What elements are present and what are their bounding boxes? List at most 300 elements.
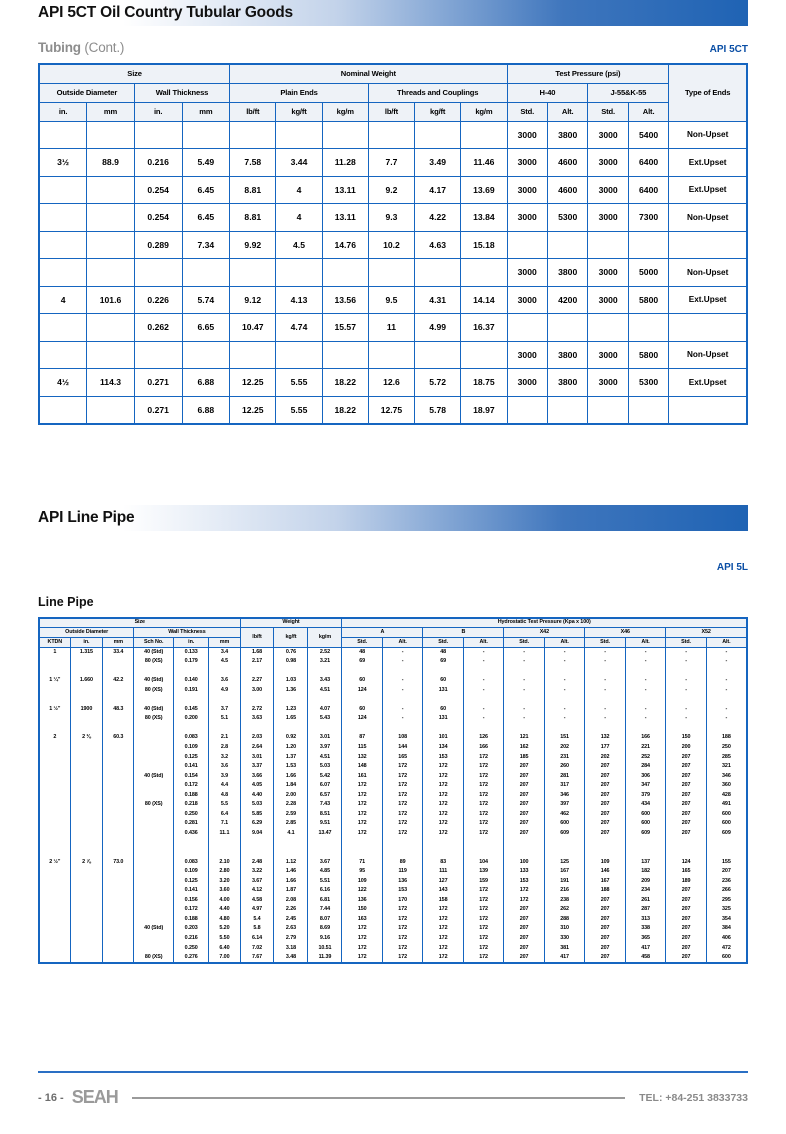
cell-b_alt: 172 <box>463 943 503 953</box>
cell-od_in <box>70 667 103 677</box>
cell-a_std: 150 <box>342 905 382 915</box>
cell-a_std <box>342 848 382 858</box>
footer-divider <box>38 1071 748 1073</box>
cell-x42_alt: 330 <box>544 934 584 944</box>
cell-sch: 40 (Std) <box>134 648 174 658</box>
cell-x46_alt: - <box>625 657 665 667</box>
table-row <box>39 714 747 724</box>
tubing-unit-10: Std. <box>507 102 547 121</box>
cell-wt_in: 0.083 <box>173 733 208 743</box>
cell-wt_in <box>134 121 182 149</box>
cell-a_alt <box>382 695 422 705</box>
cell-h40_alt: 3800 <box>547 259 587 287</box>
cell-x42_alt: 462 <box>544 810 584 820</box>
cell-x42_alt: 202 <box>544 743 584 753</box>
cell-x46_alt: 365 <box>625 934 665 944</box>
cell-x42_alt: 288 <box>544 915 584 925</box>
linepipe-th-weight: Weight <box>240 618 342 628</box>
cell-b_alt: 172 <box>463 896 503 906</box>
cell-x46_std: 207 <box>585 924 625 934</box>
cell-w_kgm: 5.03 <box>308 762 342 772</box>
cell-pe_kgm <box>322 259 368 287</box>
cell-wt_mm: 4.9 <box>209 686 240 696</box>
cell-wt_in: 0.141 <box>173 762 208 772</box>
cell-x52_alt: 360 <box>706 781 747 791</box>
cell-wt_in: 0.216 <box>173 934 208 944</box>
cell-x42_std: 172 <box>504 896 544 906</box>
cell-pe_kgft: 4.74 <box>276 314 322 342</box>
cell-b_alt: - <box>463 657 503 667</box>
cell-wt_in <box>134 341 182 369</box>
cell-od_in: 2 ⅜ <box>70 733 103 743</box>
cell-type <box>669 314 747 342</box>
cell-type: Non-Upset <box>669 259 747 287</box>
cell-j55_alt: 6400 <box>628 176 668 204</box>
cell-w_kgft: 0.76 <box>274 648 308 658</box>
cell-od_in <box>70 657 103 667</box>
cell-w_kgft: 1.23 <box>274 705 308 715</box>
cell-ktdn <box>39 943 70 953</box>
cell-a_std: 87 <box>342 733 382 743</box>
cell-x46_alt: 252 <box>625 753 665 763</box>
cell-h40_alt: 3800 <box>547 121 587 149</box>
cell-wt_in: 0.172 <box>173 905 208 915</box>
cell-j55_alt <box>628 314 668 342</box>
cell-w_lbft: 7.67 <box>240 953 274 963</box>
cell-b_alt: 172 <box>463 886 503 896</box>
cell-x52_std: 207 <box>666 905 706 915</box>
cell-x46_alt: - <box>625 686 665 696</box>
cell-od_in <box>39 341 87 369</box>
cell-x42_alt: 151 <box>544 733 584 743</box>
cell-w_kgm: 5.43 <box>308 714 342 724</box>
tubing-th-size: Size <box>39 64 230 83</box>
cell-a_alt: 172 <box>382 781 422 791</box>
cell-ktdn <box>39 762 70 772</box>
cell-h40_std <box>507 231 547 259</box>
cell-od_mm <box>103 867 134 877</box>
cell-x42_alt: 346 <box>544 791 584 801</box>
table-row <box>39 934 747 944</box>
cell-wt_mm: 5.1 <box>209 714 240 724</box>
cell-wt_in: 0.140 <box>173 676 208 686</box>
cell-x42_alt: - <box>544 686 584 696</box>
cell-ktdn <box>39 781 70 791</box>
cell-x52_std: - <box>666 657 706 667</box>
tubing-th-h40: H-40 <box>507 83 588 102</box>
cell-wt_mm: 3.60 <box>209 886 240 896</box>
cell-od_in <box>39 314 87 342</box>
cell-pe_kgm: 18.22 <box>322 396 368 424</box>
cell-ktdn <box>39 934 70 944</box>
cell-x42_std: 207 <box>504 800 544 810</box>
tubing-unit-2: in. <box>134 102 182 121</box>
cell-x52_std: 200 <box>666 743 706 753</box>
cell-w_kgm <box>308 667 342 677</box>
cell-x52_std: 207 <box>666 915 706 925</box>
cell-wt_mm: 6.88 <box>182 369 230 397</box>
table-row <box>39 858 747 868</box>
cell-x46_std: - <box>585 648 625 658</box>
cell-w_kgft: 2.59 <box>274 810 308 820</box>
cell-pe_kgft: 4.5 <box>276 231 322 259</box>
cell-od_in <box>70 753 103 763</box>
cell-pe_kgm: 11.28 <box>322 149 368 177</box>
cell-sch <box>134 733 174 743</box>
cell-tc_kgft: 3.49 <box>415 149 461 177</box>
cell-sch <box>134 858 174 868</box>
cell-pe_kgft: 4 <box>276 204 322 232</box>
cell-od_mm <box>103 686 134 696</box>
cell-x52_alt: 250 <box>706 743 747 753</box>
cell-b_alt: 172 <box>463 829 503 839</box>
cell-j55_alt: 6400 <box>628 149 668 177</box>
cell-od_mm <box>103 810 134 820</box>
table-row <box>39 877 747 887</box>
cell-h40_std <box>507 314 547 342</box>
cell-w_lbft <box>240 838 274 848</box>
cell-a_alt: 172 <box>382 791 422 801</box>
cell-h40_alt <box>547 231 587 259</box>
cell-x46_std: 188 <box>585 886 625 896</box>
cell-pe_kgm: 14.76 <box>322 231 368 259</box>
table-row <box>39 121 747 149</box>
cell-od_in: 1.315 <box>70 648 103 658</box>
cell-w_kgft: 1.87 <box>274 886 308 896</box>
cell-od_mm <box>103 657 134 667</box>
cell-ktdn <box>39 924 70 934</box>
linepipe-grade-unit-x46-alt: Alt. <box>625 638 665 648</box>
cell-od_in <box>39 396 87 424</box>
cell-a_std: 172 <box>342 791 382 801</box>
cell-a_std: 172 <box>342 819 382 829</box>
cell-b_std: 172 <box>423 829 463 839</box>
cell-j55_alt: 5800 <box>628 341 668 369</box>
cell-x52_alt: 609 <box>706 829 747 839</box>
cell-b_alt: 172 <box>463 934 503 944</box>
cell-od_mm <box>103 943 134 953</box>
cell-w_kgm: 13.47 <box>308 829 342 839</box>
cell-w_kgm: 8.69 <box>308 924 342 934</box>
cell-od_mm <box>103 915 134 925</box>
cell-x46_std: 207 <box>585 800 625 810</box>
cell-tc_kgm <box>461 341 507 369</box>
cell-x42_alt <box>544 724 584 734</box>
cell-b_std <box>423 838 463 848</box>
cell-ktdn: 1 ½" <box>39 705 70 715</box>
cell-w_lbft: 4.40 <box>240 791 274 801</box>
cell-w_lbft: 3.22 <box>240 867 274 877</box>
cell-x42_std <box>504 667 544 677</box>
cell-x52_alt <box>706 724 747 734</box>
cell-j55_std: 3000 <box>588 369 628 397</box>
cell-x46_std: 207 <box>585 896 625 906</box>
cell-w_kgft: 1.36 <box>274 686 308 696</box>
cell-od_mm <box>87 396 135 424</box>
cell-od_mm <box>103 848 134 858</box>
cell-w_kgft: 1.66 <box>274 772 308 782</box>
cell-x52_alt: 384 <box>706 924 747 934</box>
cell-od_mm <box>103 753 134 763</box>
cell-b_std: 172 <box>423 772 463 782</box>
cell-tc_kgft: 4.22 <box>415 204 461 232</box>
cell-b_std: 172 <box>423 905 463 915</box>
tubing-unit-7: lb/ft <box>368 102 414 121</box>
cell-x52_alt: - <box>706 648 747 658</box>
cell-od_in <box>39 121 87 149</box>
cell-x52_std: 207 <box>666 886 706 896</box>
cell-ktdn <box>39 724 70 734</box>
table-spacer-row <box>39 724 747 734</box>
cell-w_kgm: 4.51 <box>308 686 342 696</box>
cell-pe_kgm <box>322 341 368 369</box>
cell-a_std: 172 <box>342 934 382 944</box>
table-row <box>39 781 747 791</box>
cell-w_kgm: 5.51 <box>308 877 342 887</box>
cell-w_kgm <box>308 848 342 858</box>
cell-od_mm <box>103 819 134 829</box>
cell-x42_alt: 317 <box>544 781 584 791</box>
cell-tc_lbft: 12.6 <box>368 369 414 397</box>
cell-b_alt: 172 <box>463 791 503 801</box>
cell-x42_std: - <box>504 714 544 724</box>
cell-od_mm <box>103 762 134 772</box>
linepipe-th-size: Size <box>39 618 240 628</box>
cell-w_lbft: 2.17 <box>240 657 274 667</box>
cell-x42_alt: 600 <box>544 819 584 829</box>
tubing-th-test-pressure: Test Pressure (psi) <box>507 64 669 83</box>
cell-x52_alt: 236 <box>706 877 747 887</box>
cell-j55_alt: 5400 <box>628 121 668 149</box>
cell-w_kgm: 3.97 <box>308 743 342 753</box>
cell-sch <box>134 791 174 801</box>
cell-tc_lbft <box>368 341 414 369</box>
table-spacer-row <box>39 667 747 677</box>
cell-type: Ext.Upset <box>669 369 747 397</box>
cell-w_kgft: 1.37 <box>274 753 308 763</box>
cell-pe_kgft <box>276 259 322 287</box>
cell-b_std: 48 <box>423 648 463 658</box>
cell-od_in <box>70 896 103 906</box>
cell-wt_in: 0.281 <box>173 819 208 829</box>
section-title-tubing: API 5CT Oil Country Tubular Goods <box>38 4 293 21</box>
cell-w_kgm: 3.43 <box>308 676 342 686</box>
section-banner-tubing <box>38 0 748 26</box>
cell-wt_mm: 11.1 <box>209 829 240 839</box>
cell-od_in <box>70 800 103 810</box>
cell-od_in <box>70 791 103 801</box>
cell-a_std: 163 <box>342 915 382 925</box>
cell-type: Non-Upset <box>669 121 747 149</box>
table-row <box>39 369 747 397</box>
cell-x52_std: 207 <box>666 800 706 810</box>
cell-tc_kgft: 4.99 <box>415 314 461 342</box>
tubing-unit-13: Alt. <box>628 102 668 121</box>
cell-x42_std <box>504 848 544 858</box>
cell-x46_alt: 284 <box>625 762 665 772</box>
cell-sch <box>134 781 174 791</box>
tubing-table <box>38 63 748 425</box>
cell-a_alt: 172 <box>382 772 422 782</box>
table-row <box>39 772 747 782</box>
cell-ktdn <box>39 905 70 915</box>
cell-a_std: 124 <box>342 686 382 696</box>
cell-x46_std: 109 <box>585 858 625 868</box>
cell-x42_alt: 281 <box>544 772 584 782</box>
cell-x46_std: 146 <box>585 867 625 877</box>
cell-od_in <box>39 231 87 259</box>
cell-x42_std: 121 <box>504 733 544 743</box>
cell-x46_std <box>585 667 625 677</box>
cell-x46_std <box>585 848 625 858</box>
cell-od_mm: 114.3 <box>87 369 135 397</box>
cell-od_mm <box>103 829 134 839</box>
cell-a_alt: 172 <box>382 934 422 944</box>
cell-wt_mm <box>182 341 230 369</box>
cell-a_alt: 172 <box>382 829 422 839</box>
cell-wt_in: 0.109 <box>173 743 208 753</box>
cell-tc_kgft: 5.72 <box>415 369 461 397</box>
cell-wt_mm: 6.45 <box>182 204 230 232</box>
linepipe-subtitle: Line Pipe <box>38 594 94 609</box>
linepipe-unit-header-row <box>39 638 747 648</box>
cell-wt_in: 0.125 <box>173 877 208 887</box>
cell-w_kgm: 4.07 <box>308 705 342 715</box>
tubing-th-outside-diameter: Outside Diameter <box>39 83 134 102</box>
cell-x46_alt <box>625 667 665 677</box>
cell-w_lbft: 5.03 <box>240 800 274 810</box>
cell-w_kgft: 2.08 <box>274 896 308 906</box>
cell-w_kgm <box>308 724 342 734</box>
cell-j55_alt <box>628 396 668 424</box>
cell-x52_std <box>666 667 706 677</box>
cell-x52_std: 207 <box>666 791 706 801</box>
cell-j55_alt: 5800 <box>628 286 668 314</box>
cell-tc_lbft: 10.2 <box>368 231 414 259</box>
cell-h40_std <box>507 396 547 424</box>
cell-x42_std: 100 <box>504 858 544 868</box>
cell-x46_std: 207 <box>585 781 625 791</box>
cell-x52_std: - <box>666 648 706 658</box>
linepipe-unit-7: kg/ft <box>274 628 308 648</box>
cell-j55_std: 3000 <box>588 259 628 287</box>
cell-sch <box>134 896 174 906</box>
cell-wt_in: 0.141 <box>173 886 208 896</box>
cell-x42_alt: 260 <box>544 762 584 772</box>
cell-w_lbft: 5.4 <box>240 915 274 925</box>
cell-x46_alt: 221 <box>625 743 665 753</box>
table-row <box>39 743 747 753</box>
cell-wt_mm <box>182 259 230 287</box>
cell-w_kgft <box>274 695 308 705</box>
cell-od_in <box>70 686 103 696</box>
cell-b_std: 127 <box>423 877 463 887</box>
cell-a_alt: - <box>382 676 422 686</box>
cell-type <box>669 231 747 259</box>
cell-x52_std <box>666 838 706 848</box>
cell-wt_mm: 4.5 <box>209 657 240 667</box>
cell-od_mm <box>87 259 135 287</box>
cell-b_std: 153 <box>423 753 463 763</box>
cell-ktdn <box>39 667 70 677</box>
cell-w_lbft <box>240 667 274 677</box>
table-row <box>39 314 747 342</box>
cell-w_lbft: 3.00 <box>240 686 274 696</box>
tubing-sub-header-row <box>39 83 747 102</box>
cell-od_mm: 33.4 <box>103 648 134 658</box>
tubing-unit-5: kg/ft <box>276 102 322 121</box>
cell-x46_alt: - <box>625 705 665 715</box>
tubing-subtitle <box>38 40 124 55</box>
cell-od_mm <box>103 838 134 848</box>
cell-sch <box>134 819 174 829</box>
cell-x46_std: 207 <box>585 934 625 944</box>
table-row <box>39 259 747 287</box>
cell-od_mm <box>103 934 134 944</box>
cell-wt_mm <box>209 838 240 848</box>
cell-wt_in: 0.172 <box>173 781 208 791</box>
table-row <box>39 886 747 896</box>
cell-pe_lbft <box>230 259 276 287</box>
cell-a_alt: 119 <box>382 867 422 877</box>
cell-x42_std: 207 <box>504 829 544 839</box>
cell-type: Ext.Upset <box>669 149 747 177</box>
cell-pe_kgm: 18.22 <box>322 369 368 397</box>
cell-od_in <box>70 714 103 724</box>
cell-h40_alt: 3800 <box>547 341 587 369</box>
cell-w_kgft: 2.79 <box>274 934 308 944</box>
cell-x52_std: 207 <box>666 772 706 782</box>
cell-x42_std: 207 <box>504 905 544 915</box>
cell-w_kgft: 2.45 <box>274 915 308 925</box>
standard-label-5ct: API 5CT <box>709 44 748 55</box>
tubing-unit-12: Std. <box>588 102 628 121</box>
cell-b_std: 158 <box>423 896 463 906</box>
cell-a_std: 172 <box>342 800 382 810</box>
cell-x46_alt: 234 <box>625 886 665 896</box>
cell-x52_std: 207 <box>666 934 706 944</box>
cell-a_std: 172 <box>342 810 382 820</box>
cell-w_kgft: 1.65 <box>274 714 308 724</box>
cell-pe_kgm: 13.11 <box>322 204 368 232</box>
cell-w_kgft: 2.00 <box>274 791 308 801</box>
cell-a_alt: 165 <box>382 753 422 763</box>
cell-tc_kgm: 18.97 <box>461 396 507 424</box>
cell-b_std: 172 <box>423 924 463 934</box>
cell-od_in <box>70 905 103 915</box>
tubing-unit-0: in. <box>39 102 87 121</box>
cell-a_std: 115 <box>342 743 382 753</box>
cell-x46_std: 132 <box>585 733 625 743</box>
cell-x42_std: - <box>504 676 544 686</box>
cell-ktdn: 2 ½" <box>39 858 70 868</box>
cell-od_mm <box>103 800 134 810</box>
tubing-unit-3: mm <box>182 102 230 121</box>
cell-od_mm <box>103 877 134 887</box>
cell-od_in <box>39 176 87 204</box>
cell-ktdn: 1 <box>39 648 70 658</box>
cell-pe_kgm: 13.11 <box>322 176 368 204</box>
linepipe-grade-unit-a-alt: Alt. <box>382 638 422 648</box>
cell-a_alt: - <box>382 657 422 667</box>
cell-b_alt: 139 <box>463 867 503 877</box>
cell-w_kgft: 2.63 <box>274 924 308 934</box>
cell-j55_std: 3000 <box>588 204 628 232</box>
cell-a_std: 172 <box>342 953 382 963</box>
cell-w_kgft: 1.12 <box>274 858 308 868</box>
cell-x52_alt: 207 <box>706 867 747 877</box>
cell-pe_lbft: 12.25 <box>230 369 276 397</box>
